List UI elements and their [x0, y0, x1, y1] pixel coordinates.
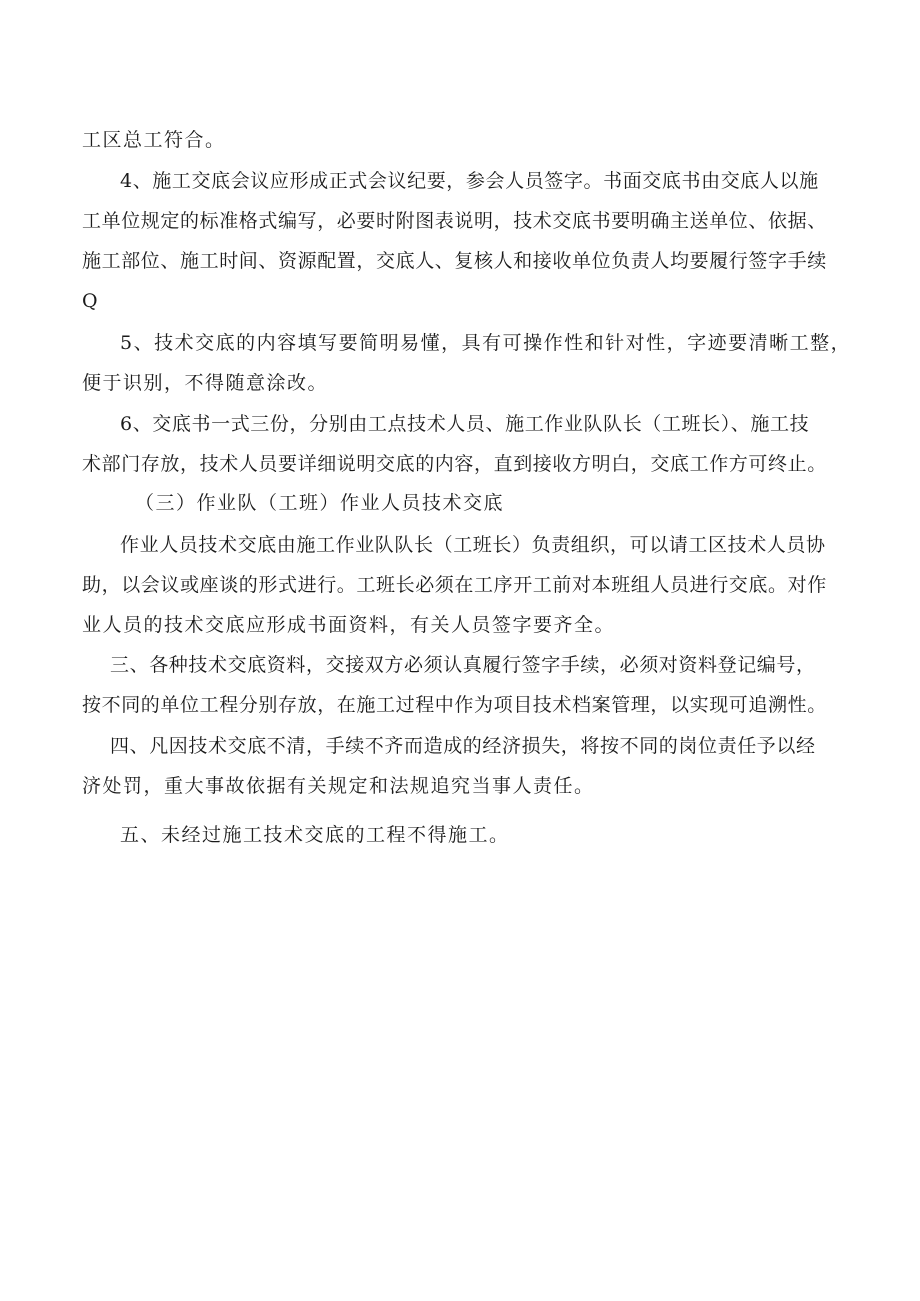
team-paragraph-line-2: 助，以会议或座谈的形式进行。工班长必须在工序开工前对本班组人员进行交底。对作: [82, 574, 827, 596]
subsection-3-heading: （三）作业队（工班）作业人员技术交底: [135, 492, 505, 514]
section-5-line: 五、未经过施工技术交底的工程不得施工。: [120, 824, 510, 846]
item-6-line-2: 术部门存放，技术人员要详细说明交底的内容，直到接收方明白，交底工作方可终止。: [82, 453, 827, 475]
section-4-line-2: 济处罚，重大事故依据有关规定和法规追究当事人责任。: [82, 775, 595, 797]
section-3-line-1: 三、各种技术交底资料，交接双方必须认真履行签字手续，必须对资料登记编号，: [110, 654, 816, 676]
item-4-line-2: 工单位规定的标准格式编写，必要时附图表说明，技术交底书要明确主送单位、依据、: [82, 210, 827, 232]
team-paragraph-line-3: 业人员的技术交底应形成书面资料，有关人员签字要齐全。: [82, 614, 616, 636]
item-4-line-4: Q: [82, 290, 100, 312]
team-paragraph-line-1: 作业人员技术交底由施工作业队队长（工班长）负责组织，可以请工区技术人员协: [120, 534, 826, 556]
section-4-line-1: 四、凡因技术交底不清，手续不齐而造成的经济损失，将按不同的岗位责任予以经: [110, 735, 816, 757]
intro-line: 工区总工符合。: [82, 129, 226, 151]
item-5-line-1: 5、技术交底的内容填写要简明易懂，具有可操作性和针对性，字迹要清晰工整，: [120, 332, 852, 354]
item-4-line-3: 施工部位、施工时间、资源配置，交底人、复核人和接收单位负责人均要履行签字手续: [82, 250, 827, 272]
item-5-line-2: 便于识别，不得随意涂改。: [82, 372, 329, 394]
item-6-line-1: 6、交底书一式三份，分别由工点技术人员、施工作业队队长（工班长）、施工技: [120, 413, 810, 435]
item-4-line-1: 4、施工交底会议应形成正式会议纪要，参会人员签字。书面交底书由交底人以施: [120, 170, 819, 192]
section-3-line-2: 按不同的单位工程分别存放，在施工过程中作为项目技术档案管理，以实现可追溯性。: [82, 694, 827, 716]
